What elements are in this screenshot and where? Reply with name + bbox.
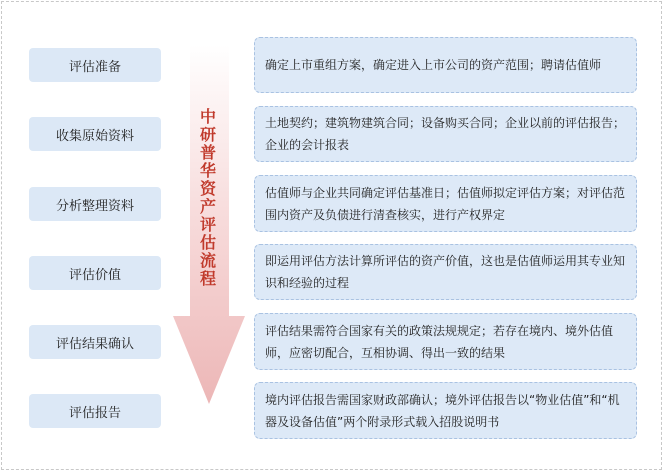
step-4-description: 即运用评估方法计算所评估的资产价值，这也是估值师运用其专业知识和经验的过程 xyxy=(265,254,626,290)
step-2-box xyxy=(29,117,161,151)
step-5-description: 评估结果需符合国家有关的政策法规规定；若存在境内、境外估值师，应密切配合，互相协调、得出一致的结果 xyxy=(265,323,614,360)
step-5-label: 评估结果确认 xyxy=(55,336,134,352)
step-6-label: 评估报告 xyxy=(68,405,121,421)
step-6-description: 境内评估报告需国家财政部确认；境外评估报告以“物业估值”和“机器及设备估值”两个附录形式载入招股说明书 xyxy=(265,392,620,429)
step-1-description: 确定上市重组方案，确定进入上市公司的资产范围；聘请估值师 xyxy=(265,58,602,72)
step-3-description: 估值师与企业共同确定评估基准日；估值师拟定评估方案；对评估范围内资产及负债进行清查核实，进行产权界定 xyxy=(265,185,626,222)
step-6-description-box xyxy=(254,382,637,439)
step-3-label: 分析整理资料 xyxy=(55,198,134,214)
step-4-box xyxy=(29,256,161,290)
step-3-box xyxy=(29,187,161,221)
flow-arrow-label: 中研普华资产评估流程 xyxy=(199,107,216,288)
step-4-description-box xyxy=(254,244,637,300)
step-5-box xyxy=(29,325,161,359)
step-1-label: 评估准备 xyxy=(68,59,121,75)
step-2-description: 土地契约；建筑物建筑合同；设备购买合同；企业以前的评估报告；企业的会计报表 xyxy=(265,116,626,152)
step-2-label: 收集原始资料 xyxy=(55,128,134,144)
step-1-box xyxy=(29,48,161,82)
step-1-description-box xyxy=(254,37,637,93)
step-4-label: 评估价值 xyxy=(68,267,121,283)
step-3-description-box xyxy=(254,175,637,232)
step-2-description-box xyxy=(254,106,637,162)
step-5-description-box xyxy=(254,313,637,370)
step-6-box xyxy=(29,394,161,428)
